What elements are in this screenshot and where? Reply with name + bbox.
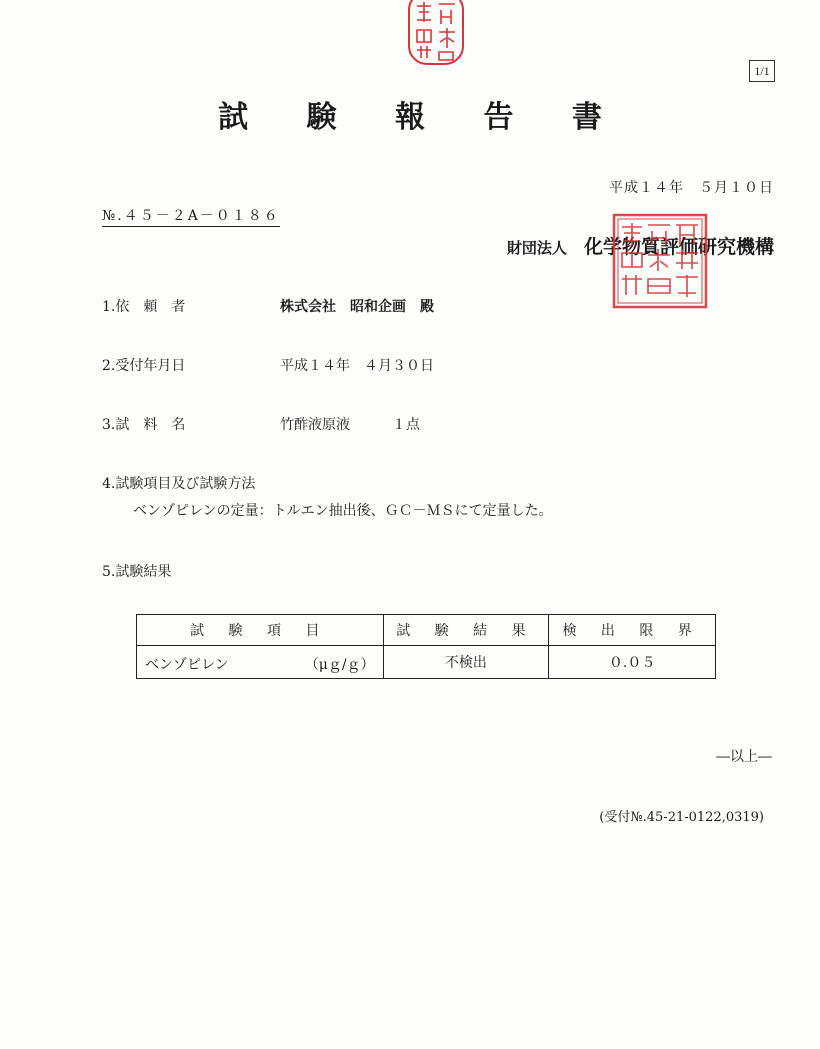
issuer-kind: 財団法人 (506, 239, 567, 257)
sample-name-label: 3.試 料 名 (102, 417, 186, 433)
organization-seal-stamp (612, 213, 708, 309)
cell-detection-limit: ０.０５ (549, 646, 716, 679)
header-test-result: 試 験 結 果 (383, 615, 549, 646)
issuer-organization: 化学物質評価研究機構 (583, 236, 774, 258)
item-name: ベンゾピレン (145, 657, 229, 673)
received-date-label: 2.受付年月日 (102, 358, 186, 374)
end-mark: ―以上― (716, 749, 772, 765)
table-row (137, 646, 716, 679)
receipt-number: (受付№.45-21-0122,0319) (599, 810, 764, 825)
header-test-item: 試 験 項 目 (137, 615, 384, 646)
report-number: №.４５－２A－０１８６ (102, 205, 280, 227)
test-method-label: 4.試験項目及び試験方法 (102, 476, 256, 492)
test-method-text: ベンゾピレンの定量：トルエン抽出後、ＧＣ－ＭＳにて定量した。 (133, 503, 553, 519)
item-unit: （μｇ/ｇ） (304, 657, 375, 673)
sample-name-value: 竹酢液原液 １点 (280, 417, 420, 433)
top-seal-stamp (407, 0, 465, 68)
page-number: 1/1 (749, 60, 775, 82)
issue-date: 平成１４年 ５月１０日 (609, 180, 774, 196)
header-detection-limit: 検 出 限 界 (549, 615, 716, 646)
results-table (136, 614, 716, 679)
cell-test-item (137, 646, 384, 679)
requester-value: 株式会社 昭和企画 殿 (280, 299, 434, 315)
test-results-label: 5.試験結果 (102, 564, 172, 580)
results-table-header (137, 615, 716, 646)
page-title: 試 験 報 告 書 (218, 100, 626, 135)
cell-test-result: 不検出 (383, 646, 549, 679)
requester-label: 1.依 頼 者 (102, 299, 186, 315)
received-date-value: 平成１４年 ４月３０日 (280, 358, 434, 374)
